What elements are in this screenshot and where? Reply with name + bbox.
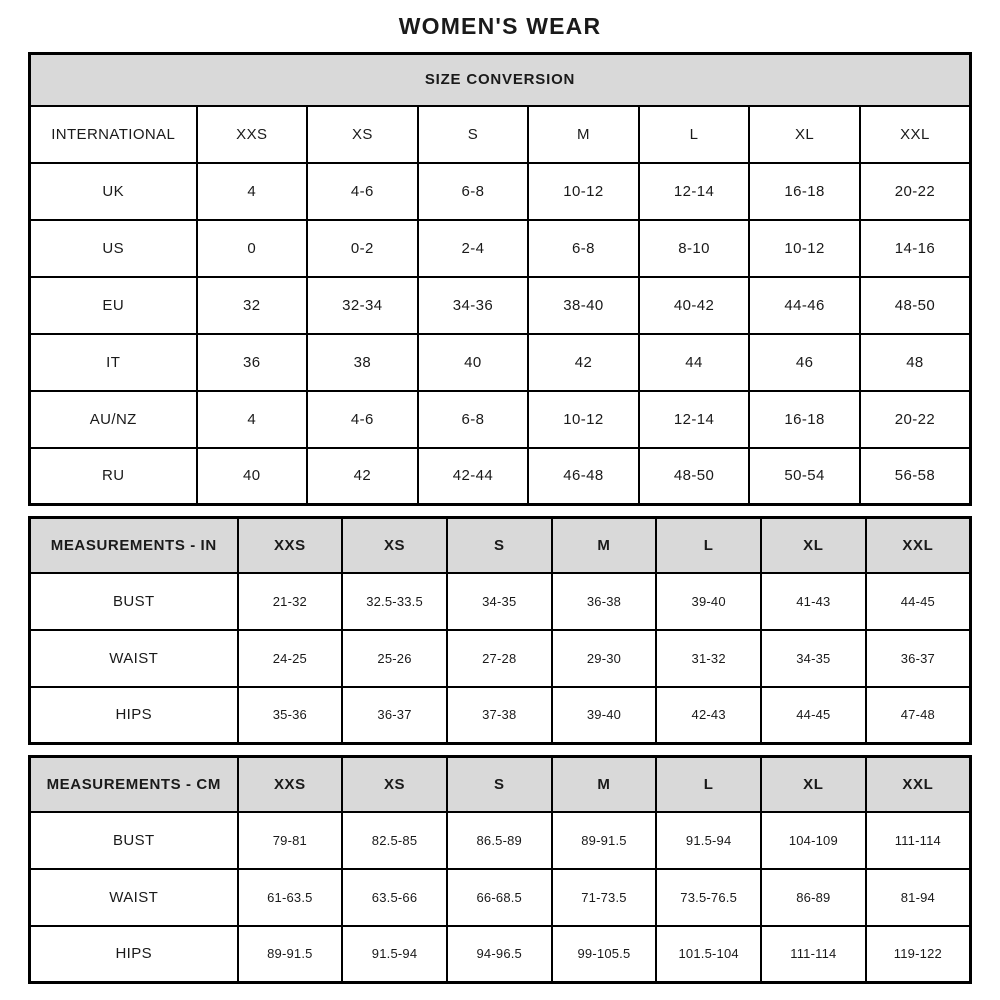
col-header-xxs: XXS xyxy=(197,106,308,163)
measurement-cell: 89-91.5 xyxy=(238,926,343,983)
size-cell: 44 xyxy=(639,334,750,391)
column-header-row xyxy=(30,106,971,163)
measurement-cell: 44-45 xyxy=(761,687,866,744)
measurements-cm-header-row xyxy=(30,757,971,812)
size-cell: 10-12 xyxy=(528,391,639,448)
size-cell: 46-48 xyxy=(528,448,639,505)
size-cell: 16-18 xyxy=(749,163,860,220)
col-header-xxl: XXL xyxy=(866,757,971,812)
row-label-bust: BUST xyxy=(30,573,238,630)
size-cell: 50-54 xyxy=(749,448,860,505)
size-cell: 4-6 xyxy=(307,391,418,448)
measurement-cell: 91.5-94 xyxy=(342,926,447,983)
row-label-waist: WAIST xyxy=(30,869,238,926)
measurement-cell: 24-25 xyxy=(238,630,343,687)
size-cell: 34-36 xyxy=(418,277,529,334)
size-cell: 56-58 xyxy=(860,448,971,505)
size-cell: 12-14 xyxy=(639,391,750,448)
measurement-cell: 41-43 xyxy=(761,573,866,630)
measurement-cell: 21-32 xyxy=(238,573,343,630)
size-cell: 40 xyxy=(418,334,529,391)
measurement-cell: 34-35 xyxy=(447,573,552,630)
measurement-cell: 25-26 xyxy=(342,630,447,687)
col-header-m: M xyxy=(552,518,657,573)
measurement-cell: 36-37 xyxy=(342,687,447,744)
size-cell: 20-22 xyxy=(860,163,971,220)
table-row-waist-cm xyxy=(30,869,971,926)
measurement-cell: 39-40 xyxy=(656,573,761,630)
col-header-s: S xyxy=(447,757,552,812)
row-label-uk: UK xyxy=(30,163,197,220)
table-row-hips-cm xyxy=(30,926,971,983)
row-label-au-nz: AU/NZ xyxy=(30,391,197,448)
size-cell: 6-8 xyxy=(528,220,639,277)
col-header-xxl: XXL xyxy=(866,518,971,573)
measurement-cell: 81-94 xyxy=(866,869,971,926)
measurements-in-table xyxy=(28,516,972,745)
row-label-waist: WAIST xyxy=(30,630,238,687)
row-label-hips: HIPS xyxy=(30,926,238,983)
size-cell: 42-44 xyxy=(418,448,529,505)
col-header-xl: XL xyxy=(761,518,866,573)
col-header-l: L xyxy=(639,106,750,163)
size-cell: 40-42 xyxy=(639,277,750,334)
measurement-cell: 99-105.5 xyxy=(552,926,657,983)
size-cell: 8-10 xyxy=(639,220,750,277)
size-cell: 38 xyxy=(307,334,418,391)
measurement-cell: 82.5-85 xyxy=(342,812,447,869)
measurements-in-header-row xyxy=(30,518,971,573)
measurement-cell: 29-30 xyxy=(552,630,657,687)
table-row-au-nz xyxy=(30,391,971,448)
col-header-xl: XL xyxy=(761,757,866,812)
size-cell: 14-16 xyxy=(860,220,971,277)
size-cell: 0-2 xyxy=(307,220,418,277)
size-cell: 38-40 xyxy=(528,277,639,334)
size-cell: 48-50 xyxy=(639,448,750,505)
table-row-it xyxy=(30,334,971,391)
measurement-cell: 111-114 xyxy=(761,926,866,983)
row-label-hips: HIPS xyxy=(30,687,238,744)
table-row-waist-in xyxy=(30,630,971,687)
measurements-cm-table xyxy=(28,755,972,984)
size-cell: 4-6 xyxy=(307,163,418,220)
measurement-cell: 104-109 xyxy=(761,812,866,869)
row-label-ru: RU xyxy=(30,448,197,505)
size-cell: 4 xyxy=(197,163,308,220)
size-cell: 10-12 xyxy=(528,163,639,220)
measurement-cell: 34-35 xyxy=(761,630,866,687)
col-header-xxs: XXS xyxy=(238,518,343,573)
size-conversion-title: SIZE CONVERSION xyxy=(30,54,971,106)
table-row-hips-in xyxy=(30,687,971,744)
row-label-it: IT xyxy=(30,334,197,391)
size-cell: 32 xyxy=(197,277,308,334)
col-header-m: M xyxy=(528,106,639,163)
measurements-in-title: MEASUREMENTS - IN xyxy=(30,518,238,573)
measurements-cm-title: MEASUREMENTS - CM xyxy=(30,757,238,812)
col-header-xs: XS xyxy=(342,757,447,812)
size-cell: 16-18 xyxy=(749,391,860,448)
measurement-cell: 101.5-104 xyxy=(656,926,761,983)
size-cell: 46 xyxy=(749,334,860,391)
measurement-cell: 86-89 xyxy=(761,869,866,926)
col-header-s: S xyxy=(418,106,529,163)
measurement-cell: 79-81 xyxy=(238,812,343,869)
table-row-bust-in xyxy=(30,573,971,630)
size-cell: 20-22 xyxy=(860,391,971,448)
table-row-bust-cm xyxy=(30,812,971,869)
col-header-s: S xyxy=(447,518,552,573)
row-label-eu: EU xyxy=(30,277,197,334)
col-header-xs: XS xyxy=(307,106,418,163)
size-cell: 0 xyxy=(197,220,308,277)
measurement-cell: 61-63.5 xyxy=(238,869,343,926)
measurement-cell: 66-68.5 xyxy=(447,869,552,926)
measurement-cell: 71-73.5 xyxy=(552,869,657,926)
measurement-cell: 111-114 xyxy=(866,812,971,869)
table-row-us xyxy=(30,220,971,277)
measurement-cell: 31-32 xyxy=(656,630,761,687)
size-conversion-header-row xyxy=(30,54,971,106)
row-label-bust: BUST xyxy=(30,812,238,869)
measurement-cell: 73.5-76.5 xyxy=(656,869,761,926)
page-title: WOMEN'S WEAR xyxy=(398,13,602,39)
size-cell: 42 xyxy=(528,334,639,391)
table-row-eu xyxy=(30,277,971,334)
measurement-cell: 119-122 xyxy=(866,926,971,983)
size-cell: 6-8 xyxy=(418,163,529,220)
size-cell: 48 xyxy=(860,334,971,391)
measurement-cell: 89-91.5 xyxy=(552,812,657,869)
size-cell: 32-34 xyxy=(307,277,418,334)
row-label-us: US xyxy=(30,220,197,277)
col-header-m: M xyxy=(552,757,657,812)
size-cell: 48-50 xyxy=(860,277,971,334)
size-cell: 36 xyxy=(197,334,308,391)
measurement-cell: 86.5-89 xyxy=(447,812,552,869)
size-cell: 12-14 xyxy=(639,163,750,220)
measurement-cell: 27-28 xyxy=(447,630,552,687)
size-conversion-table xyxy=(28,52,972,506)
col-header-xl: XL xyxy=(749,106,860,163)
measurement-cell: 94-96.5 xyxy=(447,926,552,983)
measurement-cell: 35-36 xyxy=(238,687,343,744)
measurement-cell: 42-43 xyxy=(656,687,761,744)
measurement-cell: 36-38 xyxy=(552,573,657,630)
size-cell: 42 xyxy=(307,448,418,505)
measurement-cell: 39-40 xyxy=(552,687,657,744)
col-header-xxs: XXS xyxy=(238,757,343,812)
measurement-cell: 36-37 xyxy=(866,630,971,687)
col-header-xs: XS xyxy=(342,518,447,573)
table-row-ru xyxy=(30,448,971,505)
col-header-l: L xyxy=(656,518,761,573)
size-cell: 44-46 xyxy=(749,277,860,334)
size-cell: 6-8 xyxy=(418,391,529,448)
size-cell: 40 xyxy=(197,448,308,505)
col-header-l: L xyxy=(656,757,761,812)
measurement-cell: 91.5-94 xyxy=(656,812,761,869)
measurement-cell: 44-45 xyxy=(866,573,971,630)
table-row-uk xyxy=(30,163,971,220)
measurement-cell: 32.5-33.5 xyxy=(342,573,447,630)
size-cell: 10-12 xyxy=(749,220,860,277)
col-header-xxl: XXL xyxy=(860,106,971,163)
col-header-international: INTERNATIONAL xyxy=(30,106,197,163)
size-cell: 4 xyxy=(197,391,308,448)
measurement-cell: 37-38 xyxy=(447,687,552,744)
measurement-cell: 63.5-66 xyxy=(342,869,447,926)
measurement-cell: 47-48 xyxy=(866,687,971,744)
size-cell: 2-4 xyxy=(418,220,529,277)
